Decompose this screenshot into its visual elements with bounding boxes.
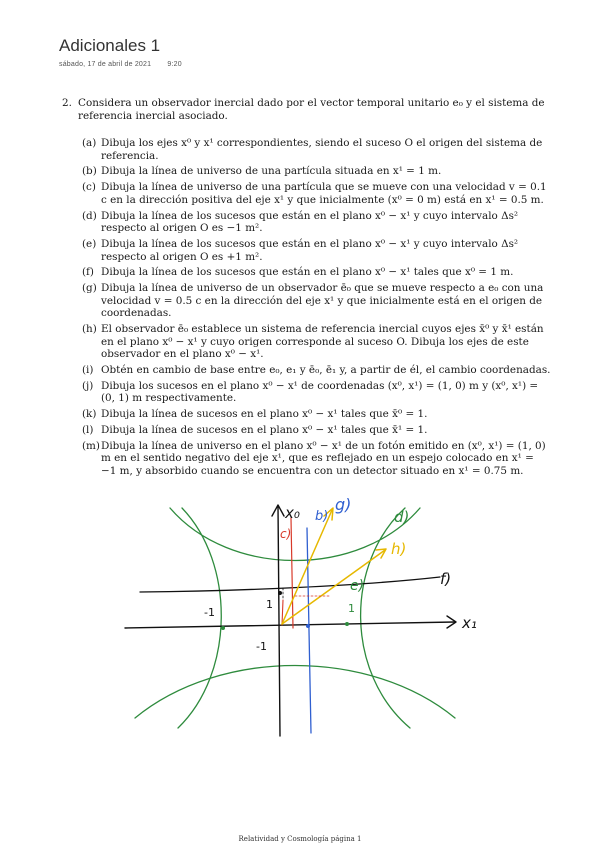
item-label: (e): [82, 237, 97, 250]
problem-item: [82, 238, 552, 263]
item-text: Dibuja los sucesos en el plano x⁰ − x¹ de coordenadas (x⁰, x¹) = (1, 0) m y (x⁰, x¹) = (0, 1) m respectivamente.: [101, 379, 539, 405]
problem-item: [82, 380, 552, 405]
problem: [62, 97, 550, 122]
label-c: c): [280, 527, 292, 541]
page-datetime: [59, 61, 196, 68]
item-text: Dibuja la línea de sucesos en el plano x⁰ − x¹ tales que x̄¹ = 1.: [101, 423, 428, 436]
problem-item: [82, 408, 552, 421]
label-h: h): [391, 540, 407, 558]
page-footer: Relatividad y Cosmología página 1: [238, 835, 362, 843]
label-one-x1: 1: [348, 602, 355, 615]
problem-items: [82, 137, 552, 481]
item-label: (m): [82, 439, 100, 452]
problem-statement: Considera un observador inercial dado por el vector temporal unitario e₀ y el sistema de referencia inercial asociado.: [78, 97, 545, 122]
event-point: [221, 626, 225, 630]
label-e: e): [350, 578, 365, 594]
item-label: (f): [82, 266, 94, 279]
worldline-c: [291, 518, 293, 628]
item-label: (d): [82, 209, 97, 222]
problem-item: [82, 165, 552, 178]
item-text: Dibuja los ejes x⁰ y x¹ correspondientes, siendo el suceso O el origen del sistema de referencia.: [101, 137, 543, 162]
problem-item: [82, 210, 552, 235]
item-text: Dibuja la línea de los sucesos que están en el plano x⁰ − x¹ y cuyo intervalo Δs² respecto al origen O es −1 m².: [101, 209, 519, 235]
item-label: (a): [82, 137, 97, 149]
page-title: Adicionales 1: [59, 36, 161, 55]
spacetime-sketch: [100, 488, 500, 738]
item-label: (g): [82, 282, 97, 295]
item-text: Dibuja la línea de universo de un observador ē₀ que se mueve respecto a e₀ con una velocidad v = 0.5 c en la dirección del eje x¹ y que inicialmente está en el origen de coordenadas.: [101, 282, 544, 320]
hyperbola-lower: [135, 666, 455, 719]
page-time: 9:20: [167, 61, 182, 68]
item-label: (k): [82, 408, 97, 421]
event-point: [345, 622, 349, 626]
item-text: Obtén en cambio de base entre e₀, e₁ y ē₀, ē₁ y, a partir de él, el cambio coordenadas.: [101, 364, 551, 376]
problem-item: [82, 266, 552, 279]
item-text: Dibuja la línea de sucesos en el plano x⁰ − x¹ tales que x̄⁰ = 1.: [101, 408, 428, 421]
label-d: d): [394, 508, 410, 526]
item-label: (j): [82, 379, 94, 392]
item-text: Dibuja la línea de universo de una partícula situada en x¹ = 1 m.: [101, 165, 442, 178]
label-g: g): [335, 495, 352, 514]
label-one-x0: 1: [266, 598, 273, 611]
problem-number: 2.: [62, 97, 72, 109]
item-text: Dibuja la línea de universo de una partícula que se mueve con una velocidad v = 0.1 c en la dirección positiva del eje x¹ y que inicialmente (x⁰ = 0 m) está en x¹ = 0.5 m.: [101, 181, 547, 206]
label-b: b): [315, 509, 329, 524]
label-x1: x₁: [462, 614, 477, 632]
problem-item: [82, 282, 552, 320]
item-label: (b): [82, 165, 97, 178]
item-text: El observador ē₀ establece un sistema de referencia inercial cuyos ejes x̄⁰ y x̄¹ están en el plano x⁰ − x¹ y cuyo origen corresponde al suceso O. Dibuja los ejes de este observador en el plano x⁰ − x¹.: [101, 323, 544, 361]
problem-item: [82, 323, 552, 361]
problem-item: [82, 424, 552, 437]
item-text: Dibuja la línea de los sucesos que están en el plano x⁰ − x¹ y cuyo intervalo Δs² respecto al origen O es +1 m².: [101, 237, 519, 263]
item-label: (l): [82, 423, 94, 436]
problem-item: [82, 181, 552, 206]
item-text: Dibuja la línea de los sucesos que están en el plano x⁰ − x¹ tales que x⁰ = 1 m.: [101, 266, 514, 279]
event-point: [306, 624, 310, 628]
label-x0: x₀: [285, 504, 300, 522]
problem-item: [82, 364, 552, 377]
item-text: Dibuja la línea de universo en el plano x⁰ − x¹ de un fotón emitido en (x⁰, x¹) = (1, 0) m en el sentido negativo del eje x¹, que es reflejado en un espejo colocado en x¹ = −1 m, y absorbido cuando se encuentra con un detector situado en x¹ = 0.75 m.: [101, 439, 546, 477]
problem-item: [82, 137, 552, 162]
label-minus-one-x1: -1: [204, 606, 215, 619]
label-minus-one-x0: -1: [256, 640, 267, 653]
event-point: [278, 591, 282, 595]
problem-item: [82, 440, 552, 478]
item-label: (c): [82, 181, 96, 194]
label-f: f): [440, 570, 452, 588]
x1-axis: [125, 622, 455, 628]
page-date: sábado, 17 de abril de 2021: [59, 61, 152, 68]
item-label: (h): [82, 323, 97, 336]
line-f: [140, 577, 440, 592]
item-label: (i): [82, 364, 94, 376]
